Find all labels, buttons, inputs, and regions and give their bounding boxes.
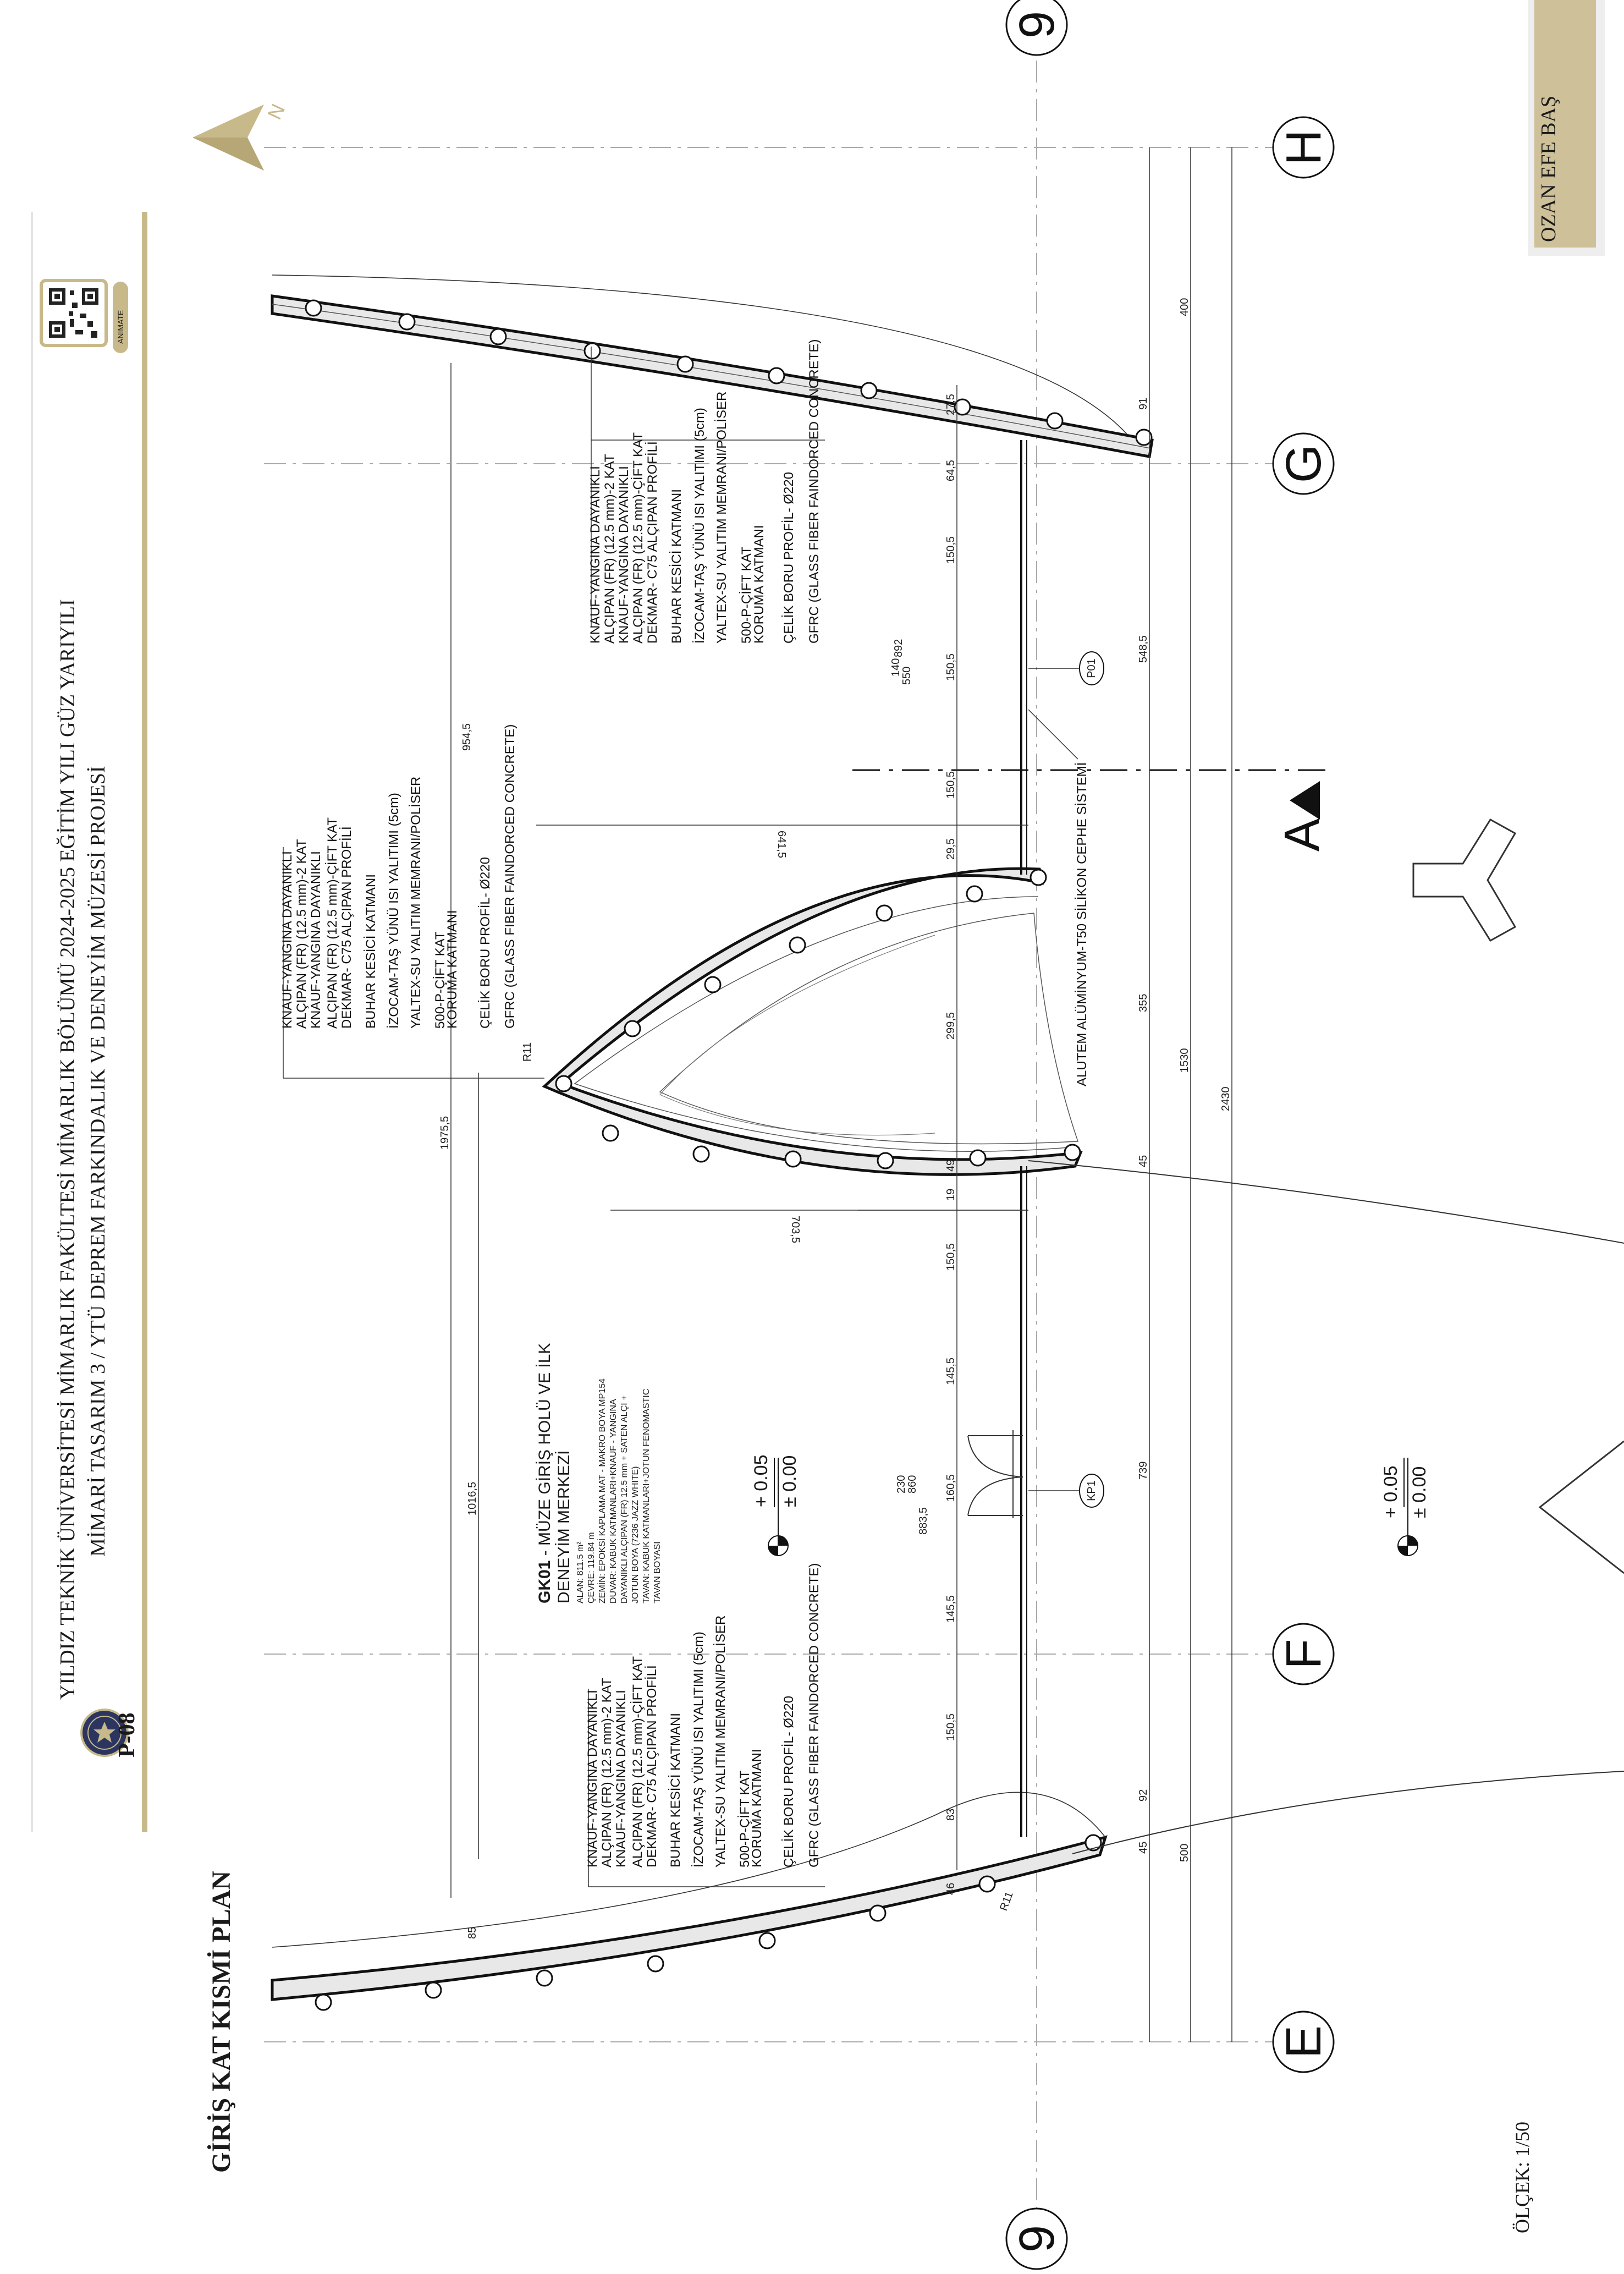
dim-883-5: 883,5 [917, 1507, 929, 1535]
dim-1016-5: 1016,5 [466, 1481, 478, 1515]
svg-text:ÇELİK BORU PROFİL- Ø220: ÇELİK BORU PROFİL- Ø220 [781, 1695, 796, 1867]
dim-355: 355 [1137, 993, 1149, 1012]
dim-548-5: 548,5 [1137, 635, 1149, 663]
qr-code-icon [41, 281, 106, 345]
dim-954-5: 954,5 [461, 723, 473, 751]
title-strip-shadow [31, 212, 33, 1832]
svg-text:KNAUF-YANGINA DAYANIKLI: KNAUF-YANGINA DAYANIKLI [614, 1690, 629, 1867]
shell-pipe-joints-lower [316, 1835, 1101, 2010]
radius-tag-r11-center: R11 [521, 1042, 533, 1062]
dim-703-5: 703,5 [789, 1216, 801, 1244]
svg-text:GFRC (GLASS FIBER FAINDORCED C: GFRC (GLASS FIBER FAINDORCED CONCRETE) [503, 724, 518, 1029]
svg-text:İZOCAM-TAŞ YÜNÜ ISI YALITIMI (: İZOCAM-TAŞ YÜNÜ ISI YALITIMI (5cm) [692, 408, 707, 644]
dim-door-230: 230 [895, 1475, 907, 1493]
shell-wall-upper [272, 275, 1152, 457]
dim-46: 46 [945, 1882, 957, 1895]
grid-bubble-9-bottom [1006, 2209, 1067, 2269]
svg-text:GK01 - MÜZE GİRİŞ HOLÜ VE İLK: GK01 - MÜZE GİRİŞ HOLÜ VE İLK [536, 1343, 554, 1603]
dim-91: 91 [1137, 397, 1149, 410]
svg-text:± 0.00: ± 0.00 [779, 1455, 800, 1507]
svg-text:KORUMA KATMANI: KORUMA KATMANI [445, 910, 460, 1029]
dim-2430: 2430 [1220, 1086, 1232, 1111]
dim-1530: 1530 [1179, 1048, 1191, 1073]
dim-64-5: 64,5 [945, 460, 957, 481]
svg-text:DEKMAR- C75 ALÇIPAN PROFİLİ: DEKMAR- C75 ALÇIPAN PROFİLİ [645, 1665, 659, 1867]
svg-text:YALTEX-SU YALITIM MEMRANI/POLİ: YALTEX-SU YALITIM MEMRANI/POLİSER [713, 1615, 728, 1867]
dim-door-860: 860 [906, 1475, 918, 1493]
svg-text:KORUMA KATMANI: KORUMA KATMANI [752, 525, 767, 644]
svg-text:E: E [1276, 2025, 1331, 2059]
qr-caption: ANIMATE [116, 310, 125, 344]
facade-note: ALUTEM ALÜMİNYUM-T50 SİLİKON CEPHE SİSTEMİ [1075, 762, 1089, 1086]
svg-text:BUHAR KESİCİ KATMANI: BUHAR KESİCİ KATMANI [668, 1713, 683, 1867]
level-marker-room [751, 1455, 800, 1556]
dim-150-5-a: 150,5 [945, 536, 957, 564]
north-arrow-icon [192, 100, 289, 171]
svg-text:GFRC (GLASS FIBER FAINDORCED C: GFRC (GLASS FIBER FAINDORCED CONCRETE) [807, 1563, 822, 1867]
svg-text:± 0.00: ± 0.00 [1409, 1466, 1430, 1518]
grid-lines [264, 22, 1331, 2228]
svg-text:500-P-ÇİFT KAT: 500-P-ÇİFT KAT [739, 546, 754, 644]
svg-text:A: A [1275, 818, 1330, 852]
dim-85: 85 [466, 1926, 478, 1939]
section-marker-a [1275, 781, 1330, 852]
svg-text:KNAUF-YANGINA DAYANIKLI: KNAUF-YANGINA DAYANIKLI [616, 466, 631, 644]
svg-text:9: 9 [1010, 10, 1065, 39]
dim-150-5-e: 150,5 [945, 1713, 957, 1741]
scale-label: ÖLÇEK: 1/50 [1511, 2122, 1533, 2233]
room-tag-gk01 [536, 1343, 662, 1603]
title-strip-rule [142, 212, 147, 1832]
svg-text:KORUMA KATMANI: KORUMA KATMANI [750, 1749, 764, 1867]
svg-text:YALTEX-SU YALITIM MEMRANI/POLİ: YALTEX-SU YALITIM MEMRANI/POLİSER [714, 391, 729, 644]
facade-glazing [1013, 440, 1027, 1837]
tag-kp1 [1028, 1474, 1104, 1507]
svg-text:YALTEX-SU YALITIM MEMRANI/POLİ: YALTEX-SU YALITIM MEMRANI/POLİSER [409, 776, 423, 1029]
svg-text:N: N [263, 100, 290, 123]
svg-text:JOTUN BOYA (7236 JAZZ WHITE): JOTUN BOYA (7236 JAZZ WHITE) [631, 1466, 640, 1603]
shell-central-teardrop [544, 869, 1081, 1174]
tag-p01 [1028, 652, 1104, 685]
level-marker-exterior [1380, 1458, 1430, 1556]
landscape-curve-2 [1072, 1771, 1624, 1854]
dim-45-b: 45 [1137, 1841, 1149, 1854]
svg-text:500-P-ÇİFT KAT: 500-P-ÇİFT KAT [737, 1770, 752, 1867]
dim-400: 400 [1179, 298, 1191, 316]
dim-641-5: 641,5 [775, 831, 788, 859]
facade-note-leader [1028, 710, 1078, 759]
svg-text:P01: P01 [1086, 658, 1098, 678]
svg-text:ÇELİK BORU PROFİL- Ø220: ÇELİK BORU PROFİL- Ø220 [478, 856, 493, 1029]
site-edge-chevron [1540, 1441, 1624, 1573]
svg-text:ZEMİN: EPOKSİ KAPLAMA MAT - MA: ZEMİN: EPOKSİ KAPLAMA MAT - MAKRO BOYA MP154 [598, 1378, 607, 1603]
svg-text:BUHAR KESİCİ KATMANI: BUHAR KESİCİ KATMANI [364, 874, 378, 1029]
sheet-number: P-08 [114, 1712, 140, 1757]
dim-500: 500 [1179, 1843, 1191, 1862]
radius-tag-r11-lower: R11 [998, 1890, 1016, 1913]
dim-739: 739 [1137, 1461, 1149, 1480]
svg-text:ÇEVRE: 119.84 m: ÇEVRE: 119.84 m [587, 1532, 596, 1603]
svg-text:+ 0.05: + 0.05 [1380, 1465, 1401, 1518]
svg-text:DAYANIKLI ALÇIPAN (FR) 12.5 mm: DAYANIKLI ALÇIPAN (FR) 12.5 mm + SATEN ALÇI + [620, 1395, 629, 1603]
svg-text:BUHAR KESİCİ KATMANI: BUHAR KESİCİ KATMANI [669, 489, 684, 644]
shell-wall-lower [272, 1792, 1105, 2010]
dim-140: 140 [890, 658, 902, 677]
dim-160-5: 160,5 [945, 1474, 957, 1502]
svg-text:KNAUF-YANGINA DAYANIKLI: KNAUF-YANGINA DAYANIKLI [280, 851, 295, 1029]
svg-text:DEKMAR- C75 ALÇIPAN PROFİLİ: DEKMAR- C75 ALÇIPAN PROFİLİ [339, 826, 354, 1029]
svg-text:TAVAN: KABUK KATMANLARI+JOTUN: TAVAN: KABUK KATMANLARI+JOTUN FENOMASTIC [642, 1388, 651, 1603]
dim-27-5: 27,5 [945, 394, 957, 415]
svg-text:ALAN: 811.5 m²: ALAN: 811.5 m² [576, 1541, 585, 1603]
dim-29-5: 29,5 [945, 838, 957, 860]
svg-text:+ 0.05: + 0.05 [751, 1454, 772, 1507]
dim-150-5-c: 150,5 [945, 771, 957, 799]
dim-49: 49 [945, 1159, 957, 1172]
grid-bubble-g [1273, 433, 1334, 494]
entrance-door [968, 1436, 1023, 1515]
grid-bubble-f [1273, 1624, 1334, 1684]
svg-text:ALÇIPAN (FR) (12.5 mm)-ÇİFT KA: ALÇIPAN (FR) (12.5 mm)-ÇİFT KAT [325, 817, 340, 1029]
svg-text:G: G [1276, 444, 1331, 484]
dim-19: 19 [945, 1188, 957, 1201]
svg-text:GFRC (GLASS FIBER FAINDORCED C: GFRC (GLASS FIBER FAINDORCED CONCRETE) [807, 339, 822, 644]
svg-text:H: H [1276, 129, 1331, 166]
dim-892: 892 [893, 639, 905, 657]
dim-83: 83 [945, 1808, 957, 1821]
svg-text:KNAUF-YANGINA DAYANIKLI: KNAUF-YANGINA DAYANIKLI [309, 851, 323, 1029]
dim-145-5-b: 145,5 [945, 1595, 957, 1623]
svg-text:ALÇIPAN (FR) (12.5 mm)-ÇİFT KA: ALÇIPAN (FR) (12.5 mm)-ÇİFT KAT [631, 432, 646, 644]
dim-92: 92 [1137, 1789, 1149, 1801]
svg-text:İZOCAM-TAŞ YÜNÜ ISI YALITIMI (: İZOCAM-TAŞ YÜNÜ ISI YALITIMI (5cm) [387, 793, 401, 1029]
svg-text:ALÇIPAN (FR) (12.5 mm)-2 KAT: ALÇIPAN (FR) (12.5 mm)-2 KAT [599, 1678, 614, 1867]
dim-45-a: 45 [1137, 1155, 1149, 1167]
svg-text:500-P-ÇİFT KAT: 500-P-ÇİFT KAT [433, 931, 448, 1029]
svg-text:F: F [1276, 1639, 1331, 1669]
svg-text:ALÇIPAN (FR) (12.5 mm)-2 KAT: ALÇIPAN (FR) (12.5 mm)-2 KAT [602, 454, 617, 644]
grid-bubble-9-top [1006, 0, 1067, 55]
layer-callout-lower [585, 1563, 825, 1887]
svg-text:ÇELİK BORU PROFİL- Ø220: ÇELİK BORU PROFİL- Ø220 [781, 471, 796, 644]
author-name: OZAN EFE BAŞ [1537, 95, 1560, 242]
sheet-title-line2: MİMARİ TASARIM 3 / YTÜ DEPREM FARKINDALIK VE DENEYİM MÜZESİ PROJESİ [86, 766, 109, 1557]
svg-text:İZOCAM-TAŞ YÜNÜ ISI YALITIMI (: İZOCAM-TAŞ YÜNÜ ISI YALITIMI (5cm) [691, 1632, 706, 1867]
dim-150-5-b: 150,5 [945, 653, 957, 681]
dim-1975-5: 1975,5 [439, 1116, 451, 1150]
svg-text:DEKMAR- C75 ALÇIPAN PROFİLİ: DEKMAR- C75 ALÇIPAN PROFİLİ [645, 441, 660, 644]
grid-bubble-e [1273, 2012, 1334, 2072]
svg-text:DENEYİM MERKEZİ: DENEYİM MERKEZİ [555, 1450, 573, 1603]
drawing-title: GİRİŞ KAT KISMİ PLAN [207, 1871, 236, 2173]
sheet-title-line1: YILDIZ TEKNİK ÜNİVERSİTESİ MİMARLIK FAKÜLTESİ MİMARLIK BÖLÜMÜ 2024-2025 EĞİTİM YILI GÜZ YARIYILI [56, 599, 79, 1700]
svg-text:9: 9 [1010, 2224, 1065, 2253]
svg-text:DUVAR: KABUK KATMANLARI+KNAUF: DUVAR: KABUK KATMANLARI+KNAUF - YANGINA [609, 1399, 618, 1603]
column-key-icon [1413, 820, 1515, 941]
dim-145-5-a: 145,5 [945, 1357, 957, 1385]
grid-bubble-h [1273, 117, 1334, 178]
layer-callout-center-left [280, 724, 544, 1078]
svg-text:KP1: KP1 [1086, 1480, 1098, 1501]
dim-150-5-d: 150,5 [945, 1243, 957, 1271]
svg-text:KNAUF-YANGINA DAYANIKLI: KNAUF-YANGINA DAYANIKLI [585, 1690, 600, 1867]
dim-550: 550 [901, 666, 913, 685]
svg-text:KNAUF-YANGINA DAYANIKLI: KNAUF-YANGINA DAYANIKLI [588, 466, 603, 644]
landscape-curve-1 [1028, 1161, 1624, 1243]
svg-text:ALÇIPAN (FR) (12.5 mm)-ÇİFT KA: ALÇIPAN (FR) (12.5 mm)-ÇİFT KAT [630, 1656, 645, 1867]
svg-text:ALÇIPAN (FR) (12.5 mm)-2 KAT: ALÇIPAN (FR) (12.5 mm)-2 KAT [294, 839, 309, 1029]
dim-299-5: 299,5 [945, 1012, 957, 1040]
svg-text:TAVAN BOYASI: TAVAN BOYASI [653, 1541, 662, 1603]
